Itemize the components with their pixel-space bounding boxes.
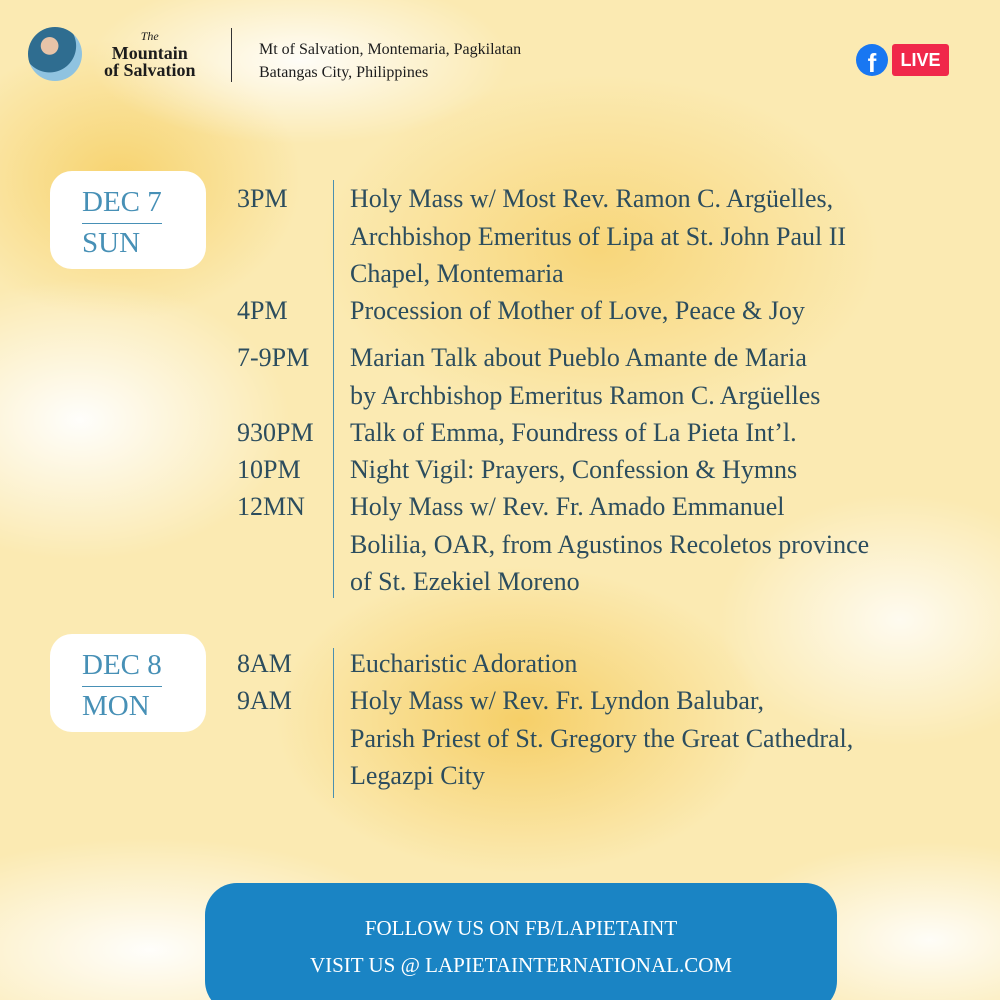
event-time: 8AM [237,649,292,678]
event-time: 10PM [237,455,301,484]
live-badge: LIVE [892,44,949,76]
event-description-line: Marian Talk about Pueblo Amante de Maria [350,343,807,372]
event-time: 3PM [237,184,288,213]
date-badge-dec8 [50,634,206,732]
schedule-divider [333,180,334,598]
event-time: 4PM [237,296,288,325]
event-description-line: Parish Priest of St. Gregory the Great Cathedral, [350,723,854,753]
event-time: 930PM [237,418,314,447]
event-description-line: Eucharistic Adoration [350,649,578,678]
logo-line2: of Salvation [104,60,196,80]
event-description-line: Archbishop Emeritus of Lipa at St. John Paul II [350,221,847,251]
date-badge-dec7 [50,171,206,269]
schedule-divider [333,648,334,798]
weekday: MON [82,690,150,722]
date-underline [82,686,162,687]
event-description-line: Chapel, Montemaria [350,259,564,288]
date-underline [82,223,162,224]
date: DEC 7 [82,186,162,218]
address [259,38,521,84]
logo-line1: Mountain [111,43,188,63]
header-divider [231,28,232,82]
address-line1: Mt of Salvation, Montemaria, Pagkilatan [259,41,522,58]
event-time: 12MN [237,492,305,521]
event-description-line: Talk of Emma, Foundress of La Pieta Int’l. [350,418,797,447]
event-description-line: Procession of Mother of Love, Peace & Joy [350,296,805,325]
event-description-line: Legazpi City [350,761,486,790]
event-time: 9AM [237,686,292,715]
event-description-line: Holy Mass w/ Most Rev. Ramon C. Argüelles, [350,184,834,213]
event-description-line: Night Vigil: Prayers, Confession & Hymns [350,455,798,484]
event-description-line: of St. Ezekiel Moreno [350,567,580,596]
event-time: 7-9PM [237,343,310,372]
event-description-line: Holy Mass w/ Rev. Fr. Lyndon Balubar, [350,686,764,715]
mother-mary-logo-image [28,27,82,81]
facebook-icon: f [856,44,888,76]
event-description-line: by Archbishop Emeritus Ramon C. Argüelles [350,380,821,410]
logo-the: The [140,29,159,43]
address-line2: Batangas City, Philippines [259,64,429,81]
mountain-of-salvation-logo [104,28,196,79]
footer-follow: FOLLOW US ON FB/LAPIETAINT [364,916,678,940]
event-description-line: Bolilia, OAR, from Agustinos Recoletos province [350,529,870,559]
footer-website: VISIT US @ LAPIETAINTERNATIONAL.COM [309,953,733,977]
event-description-line: Holy Mass w/ Rev. Fr. Amado Emmanuel [350,492,785,521]
date: DEC 8 [82,649,162,681]
weekday: SUN [82,227,141,259]
footer-banner [205,883,837,1000]
